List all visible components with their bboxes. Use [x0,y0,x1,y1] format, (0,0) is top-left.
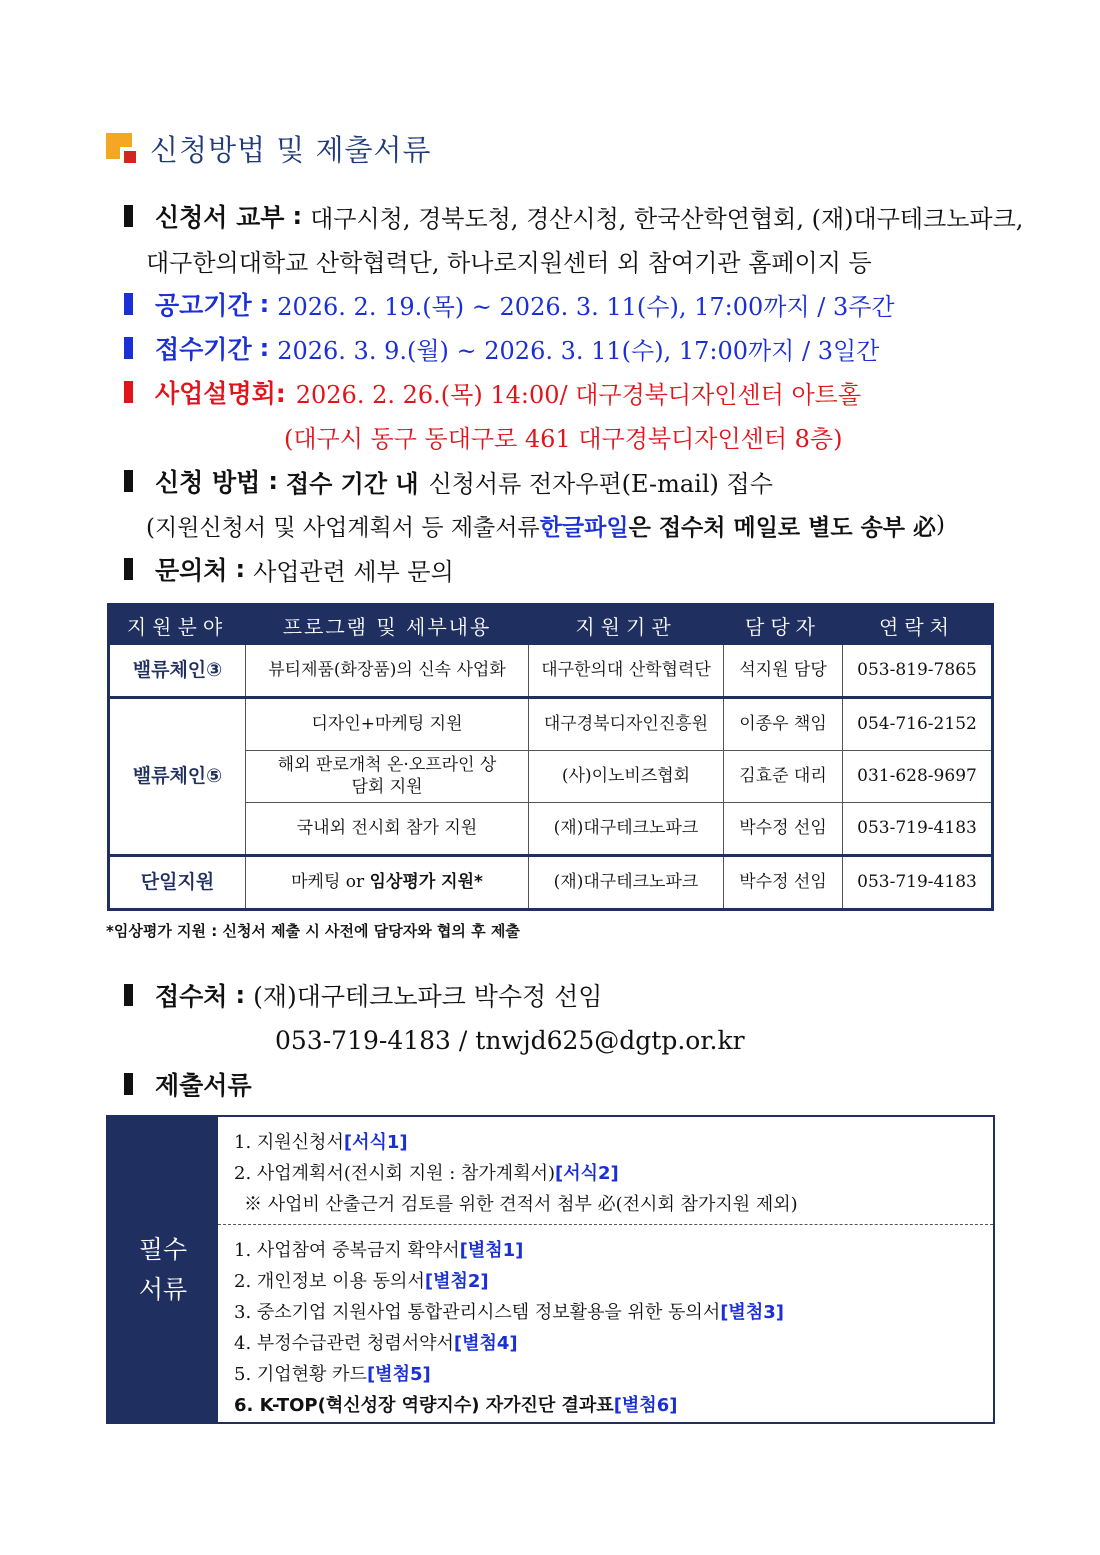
apply-form-label: 신청서 교부 [155,203,285,232]
section-heading [106,128,432,168]
briefing-label: 사업설명회: [155,379,286,408]
program-cell [246,856,529,910]
bullet-icon [124,1073,133,1095]
briefing-address-line [284,418,842,454]
phone-cell: 031-628-9697 [843,751,993,803]
phone-cell: 053-819-7865 [843,645,993,698]
person-cell: 박수정 선임 [724,803,843,856]
phone-cell: 054-716-2152 [843,698,993,751]
inquiry-line: 문의처 : 사업관련 세부 문의 [124,551,454,587]
list-item: 2. 사업계획서(전시회 지원 : 참가계획서) [서식2] [234,1162,619,1184]
org-cell: 대구경북디자인진흥원 [529,698,724,751]
list-item: 6. K-TOP(혁신성장 역량지수) 자가진단 결과표 [별첨6] [234,1394,678,1416]
person-cell: 석지원 담당 [724,645,843,698]
bullet-icon [124,205,133,227]
square-bullet-icon [106,133,136,163]
apply-form-line-2 [146,242,872,278]
list-item: 3. 중소기업 지원사업 통합관리시스템 정보활용을 위한 동의서 [별첨3] [234,1301,784,1323]
documents-label: 제출서류 [155,1071,252,1100]
list-item-note: ※ 사업비 산출근거 검토를 위한 견적서 첨부 必(전시회 참가지원 제외) [244,1193,798,1215]
notice-period-text: 2026. 2. 19.(목) ~ 2026. 3. 11(수), 17:00까지 / 3주간 [277,292,895,321]
receiver-label: 접수처 [155,982,228,1011]
program-cell: 디자인+마케팅 지원 [246,698,529,751]
method-text: 신청서류 전자우편(E-mail) 접수 [428,469,773,498]
documents-group-attachments [218,1225,993,1423]
header-program: 프로그램 및 세부내용 [246,605,529,645]
person-cell: 박수정 선임 [724,856,843,910]
org-cell: (재)대구테크노파크 [529,803,724,856]
header-phone: 연락처 [843,605,993,645]
receipt-period-text: 2026. 3. 9.(월) ~ 2026. 3. 11(수), 17:00까지 / 3일간 [277,336,880,365]
list-item: 1. 사업참여 중복금지 확약서 [별첨1] [234,1239,524,1261]
method-note-pre: (지원신청서 및 사업계획서 등 제출서류 [146,514,540,541]
list-item: 2. 개인정보 이용 동의서 [별첨2] [234,1270,489,1292]
person-cell: 김효준 대리 [724,751,843,803]
briefing-line [124,374,861,410]
method-bold-text: 접수 기간 내 [285,469,419,498]
apply-form-line: 신청서 교부 : 대구시청, 경북도청, 경산시청, 한국산학연협회, (재)대구테크노파크, [124,198,1023,234]
field-cell: 단일지원 [109,856,246,910]
phone-cell: 053-719-4183 [843,803,993,856]
receiver-text: (재)대구테크노파크 박수정 선임 [253,982,603,1011]
inquiry-text: 사업관련 세부 문의 [253,557,454,586]
program-cell: 해외 판로개척 온·오프라인 상담회 지원 [246,751,529,803]
list-item: 4. 부정수급관련 청렴서약서 [별첨4] [234,1332,518,1354]
section-title: 신청방법 및 제출서류 [150,132,432,167]
table-row [109,645,993,698]
list-item: 5. 기업현황 카드 [별첨5] [234,1363,431,1385]
method-note-highlight: 한글파일 [539,514,629,541]
documents-list [218,1117,993,1422]
program-cell: 국내외 전시회 참가 지원 [246,803,529,856]
receiver-line: 접수처 : (재)대구테크노파크 박수정 선임 [124,977,602,1013]
table-row [109,698,993,751]
org-cell: (재)대구테크노파크 [529,856,724,910]
program-bold: 임상평가 지원* [369,871,483,892]
documents-category: 필수 서류 [108,1117,218,1422]
apply-form-text-2: 대구한의대학교 산학협력단, 하나로지원센터 외 참여기관 홈페이지 등 [146,248,872,277]
briefing-address: (대구시 동구 동대구로 461 대구경북디자인센터 8층) [284,424,843,453]
org-cell: 대구한의대 산학협력단 [529,645,724,698]
documents-group-forms [218,1117,993,1225]
bullet-icon [124,984,133,1006]
receiver-contact: 053-719-4183 / tnwjd625@dgtp.or.kr [275,1025,745,1055]
method-note-line [146,507,945,543]
list-item: 1. 지원신청서 [서식1] [234,1131,408,1153]
notice-period-label: 공고기간 [155,291,252,320]
receipt-period-line: 접수기간 : 2026. 3. 9.(월) ~ 2026. 3. 11(수), 17:00까지 / 3일간 [124,330,879,366]
bullet-icon [124,470,133,492]
documents-line [124,1066,252,1102]
org-cell: (사)이노비즈협회 [529,751,724,803]
briefing-text: 2026. 2. 26.(목) 14:00/ 대구경북디자인센터 아트홀 [295,380,862,409]
method-note-end: ) [936,512,946,538]
phone-cell: 053-719-4183 [843,856,993,910]
table-header-row [109,605,993,645]
method-note-bold: 은 접수처 메일로 별도 송부 必 [628,514,937,541]
program-pre: 마케팅 or [291,871,370,892]
person-cell: 이종우 책임 [724,698,843,751]
program-cell: 뷰티제품(화장품)의 신속 사업화 [246,645,529,698]
method-label: 신청 방법 [155,468,261,497]
header-person: 담당자 [724,605,843,645]
bullet-icon [124,337,133,359]
method-line: 신청 방법 : 접수 기간 내 신청서류 전자우편(E-mail) 접수 [124,463,773,499]
field-cell: 밸류체인③ [109,645,246,698]
footnote: *임상평가 지원 : 신청서 제출 시 사전에 담당자와 협의 후 제출 [106,922,520,940]
documents-table [106,1115,995,1424]
field-cell: 밸류체인⑤ [109,698,246,856]
header-field: 지원분야 [109,605,246,645]
table-row [109,856,993,910]
header-org: 지원기관 [529,605,724,645]
receipt-period-label: 접수기간 [155,335,252,364]
inquiry-label: 문의처 [155,556,228,585]
apply-form-text: 대구시청, 경북도청, 경산시청, 한국산학연협회, (재)대구테크노파크, [310,204,1024,233]
bullet-icon [124,558,133,580]
notice-period-line: 공고기간 : 2026. 2. 19.(목) ~ 2026. 3. 11(수), 17:00까지 / 3주간 [124,286,895,322]
bullet-icon [124,381,133,403]
contact-table [107,603,994,911]
bullet-icon [124,293,133,315]
